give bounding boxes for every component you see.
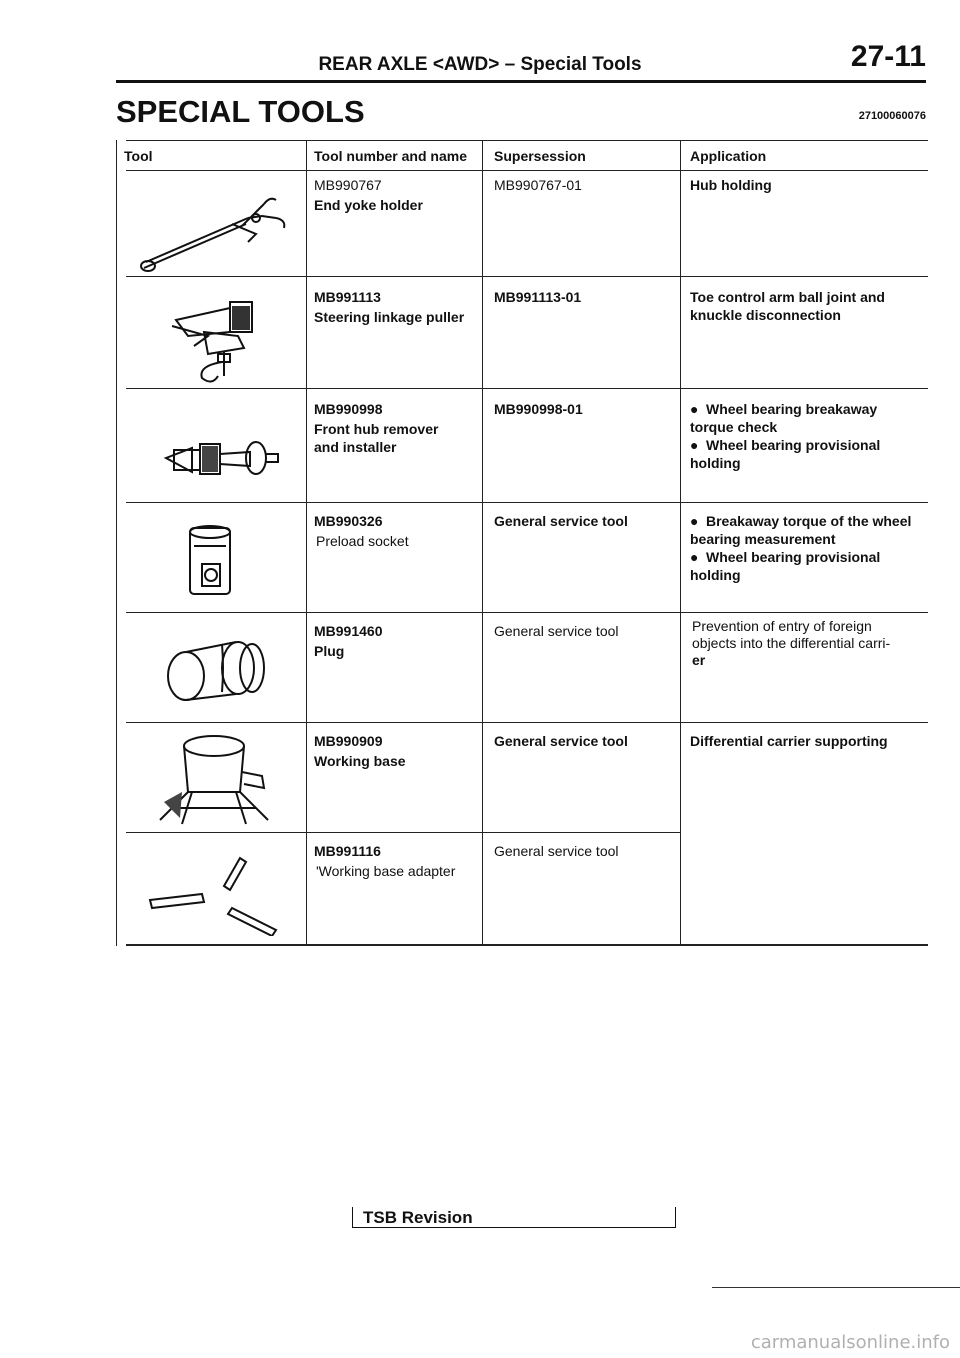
application-bullet-item: ● Wheel bearing provisional holding <box>690 549 881 583</box>
row-rule <box>126 832 680 833</box>
row-rule <box>126 388 928 389</box>
application-line: Wheel bearing provisional holding <box>690 437 881 471</box>
application <box>690 176 772 194</box>
application <box>690 400 922 472</box>
tool-name: 'Working base adapter <box>316 863 456 879</box>
application-line: Toe control arm ball joint and <box>690 289 885 305</box>
tool-name-continued: and installer <box>314 439 397 455</box>
application-line: objects into the differential carri- <box>692 635 891 651</box>
application-line: Breakaway torque of the wheel bearing measurement <box>690 513 912 547</box>
row-rule <box>126 502 928 503</box>
table-divider <box>306 140 307 946</box>
working-base-icon <box>152 732 276 828</box>
row-rule <box>126 276 928 277</box>
steering-linkage-puller-icon <box>168 296 268 386</box>
supersession: MB990767-01 <box>494 177 582 193</box>
application-bullet-item: ● Breakaway torque of the wheel bearing measurement <box>690 513 912 547</box>
watermark: carmanualsonline.info <box>750 1332 950 1353</box>
column-header-tool: Tool <box>124 148 153 164</box>
application-line: Hub holding <box>690 177 772 193</box>
supersession: MB990998-01 <box>494 401 583 417</box>
end-yoke-holder-icon <box>136 190 296 274</box>
tool-number: MB991116 <box>314 843 381 859</box>
tool-number: MB991460 <box>314 623 383 639</box>
tool-name: Preload socket <box>316 533 409 549</box>
application-line: knuckle disconnection <box>690 307 841 323</box>
column-header-supersession: Supersession <box>494 148 586 164</box>
supersession: MB991113-01 <box>494 289 582 305</box>
header-title: REAR AXLE <AWD> – Special Tools <box>318 54 642 75</box>
application-line: Wheel bearing provisional holding <box>690 549 881 583</box>
tool-name: End yoke holder <box>314 197 423 213</box>
footer-rule <box>712 1287 960 1288</box>
supersession: General service tool <box>494 623 619 639</box>
tool-number: MB990326 <box>314 513 383 529</box>
application <box>690 288 885 324</box>
table-divider <box>482 140 483 946</box>
tool-name: Steering linkage puller <box>314 309 465 325</box>
tool-name: Plug <box>314 643 345 659</box>
row-rule <box>126 722 928 723</box>
special-tools-table <box>116 140 928 946</box>
tsb-revision-box: TSB Revision <box>352 1207 676 1228</box>
working-base-adapter-icon <box>146 850 286 936</box>
page-number: 27-11 <box>850 40 926 73</box>
application-bullet-item: ● Wheel bearing provisional holding <box>690 437 881 471</box>
application-line: Differential carrier supporting <box>690 733 888 749</box>
row-rule <box>126 170 928 171</box>
tool-number: MB990998 <box>314 401 383 417</box>
plug-icon <box>162 628 272 708</box>
application-bullet-item: ● Wheel bearing breakaway torque check <box>690 401 878 435</box>
tool-name: Front hub remover <box>314 421 439 437</box>
tool-number: MB990909 <box>314 733 383 749</box>
front-hub-remover-icon <box>162 430 282 486</box>
application <box>690 512 922 584</box>
table-top-rule <box>126 140 928 141</box>
document-code: 27100060076 <box>858 110 926 122</box>
application <box>690 732 888 750</box>
header-rule <box>116 80 926 83</box>
application-line: Wheel bearing breakaway torque check <box>690 401 878 435</box>
row-rule <box>126 612 928 613</box>
application-line: er <box>692 652 706 668</box>
application <box>692 618 926 669</box>
column-header-tool-number-name: Tool number and name <box>314 148 467 164</box>
table-bottom-rule <box>126 944 928 946</box>
tool-number: MB991113 <box>314 289 381 305</box>
table-border-left <box>116 140 117 946</box>
tool-number: MB990767 <box>314 177 382 193</box>
application-line: Prevention of entry of foreign <box>692 618 872 634</box>
preload-socket-icon <box>184 520 244 600</box>
supersession: General service tool <box>494 733 628 749</box>
supersession: General service tool <box>494 843 619 859</box>
section-title: SPECIAL TOOLS <box>116 94 365 129</box>
tool-name: Working base <box>314 753 406 769</box>
supersession: General service tool <box>494 513 628 529</box>
table-divider <box>680 140 681 946</box>
column-header-application: Application <box>690 148 767 164</box>
